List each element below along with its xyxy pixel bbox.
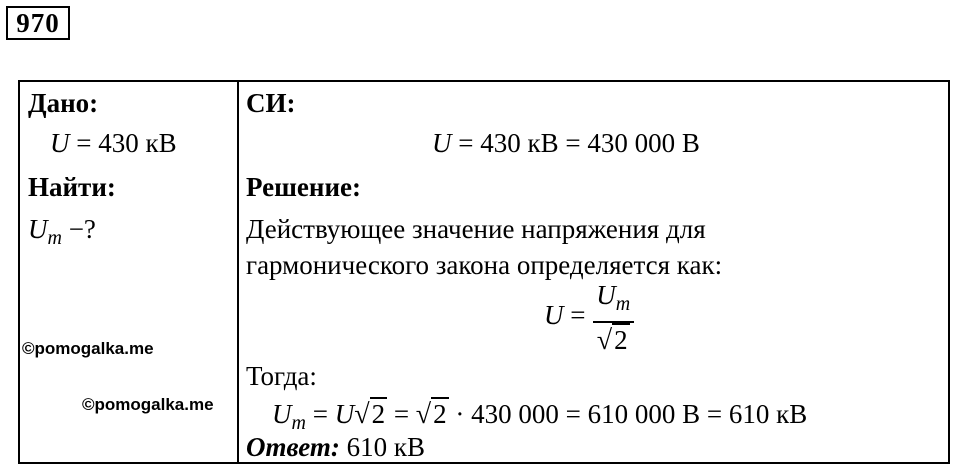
numerator-symbol: U [596, 280, 616, 310]
rms-formula [544, 280, 634, 356]
find-question: −? [61, 214, 96, 244]
solution-text-line: Действующее значение напряжения для [246, 214, 706, 244]
find-subscript: m [47, 227, 62, 249]
voltage-symbol: U [50, 128, 70, 158]
find-symbol: U [28, 214, 48, 244]
answer-line [246, 431, 425, 463]
voltage-equation: = 430 кВ [69, 128, 177, 158]
radicand: 2 [433, 399, 447, 429]
then-label: Тогда: [246, 361, 317, 391]
solution-text-line: гармонического закона определяется как: [246, 250, 723, 280]
sqrt-sign [354, 398, 387, 431]
watermark: ©pomogalka.me [22, 339, 154, 358]
fraction-numerator [592, 280, 634, 321]
given-heading: Дано: [28, 88, 99, 118]
sqrt-sign [416, 398, 449, 431]
formula-eq: = [563, 300, 593, 331]
result-lhs: U [272, 399, 292, 429]
si-symbol: U [432, 128, 452, 158]
result-lhs-subscript: m [291, 412, 306, 434]
radicand: 2 [371, 399, 386, 429]
si-equation: = 430 кВ = 430 000 В [451, 128, 700, 158]
result-eq: = [305, 399, 335, 429]
numerator-subscript: m [615, 293, 631, 315]
problem-number: 970 [6, 6, 70, 40]
column-divider [237, 82, 239, 462]
watermark: ©pomogalka.me [82, 395, 214, 414]
formula-fraction [592, 280, 634, 356]
result-eq: = [387, 399, 416, 429]
result-value: · 430 000 = 610 000 В = 610 кВ [448, 399, 808, 429]
radical-symbol: √ [354, 399, 370, 430]
solution-heading: Решение: [246, 172, 361, 202]
si-conversion [432, 127, 700, 159]
formula-lhs: U [544, 300, 564, 331]
given-voltage [50, 127, 177, 159]
find-target [28, 213, 96, 254]
si-heading: СИ: [246, 88, 296, 118]
result-u: U [334, 399, 355, 429]
fraction-denominator [593, 321, 634, 356]
answer-label: Ответ: [246, 432, 340, 462]
solution-table [18, 80, 950, 464]
answer-value: 610 кВ [339, 432, 425, 462]
radical-symbol: √ [415, 399, 432, 430]
find-heading: Найти: [28, 172, 116, 202]
sqrt-sign [597, 325, 630, 356]
radicand: 2 [614, 325, 628, 355]
radical-symbol: √ [596, 325, 613, 356]
